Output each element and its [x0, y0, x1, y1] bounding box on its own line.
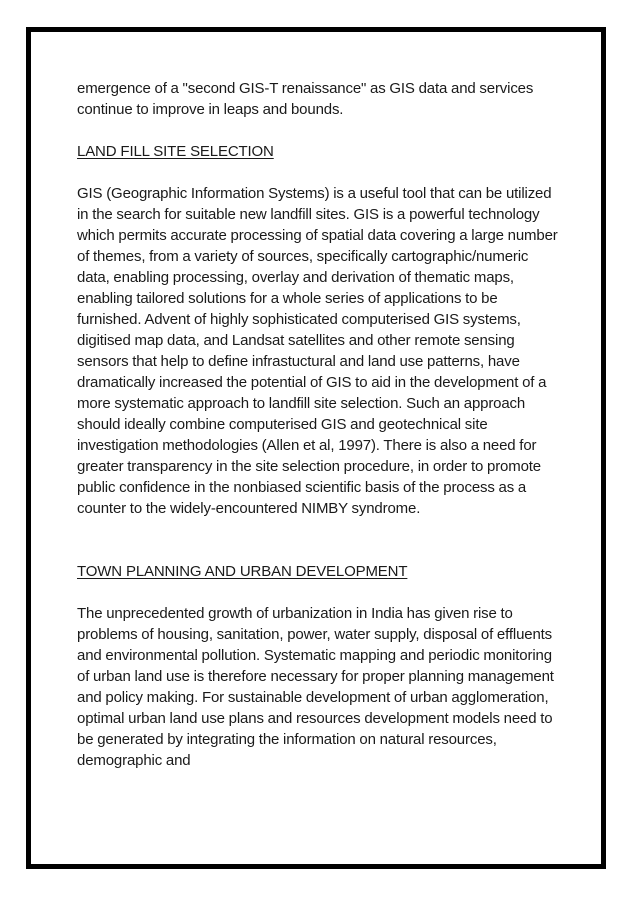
spacer: [77, 582, 561, 603]
section-heading-town-planning: TOWN PLANNING AND URBAN DEVELOPMENT: [77, 563, 408, 580]
intro-paragraph: emergence of a "second GIS-T renaissance" as GIS data and services continue to improve in leaps and bounds.: [77, 80, 534, 118]
spacer: [77, 120, 561, 141]
section-heading-landfill: LAND FILL SITE SELECTION: [77, 143, 274, 160]
spacer: [77, 162, 561, 183]
section-body-town-planning: The unprecedented growth of urbanization in India has given rise to problems of housing, sanitation, power, water supply, disposal of effluents and environmental pollution. Systematic mapping and periodic monitoring of urban land use is therefore necessary for proper planning management and policy making. For sustainable development of urban agglomeration, optimal urban land use plans and resources development models need to be generated by integrating the information on natural resources, demographic and: [77, 605, 554, 769]
section-body-landfill: GIS (Geographic Information Systems) is a useful tool that can be utilized in the search for suitable new landfill sites. GIS is a powerful technology which permits accurate processing of spatial data covering a large number of themes, from a variety of sources, specifically cartographic/numeric data, enabling processing, overlay and derivation of thematic maps, enabling tailored solutions for a whole series of applications to be furnished. Advent of highly sophisticated computerised GIS systems, digitised map data, and Landsat satellites and other remote sensing sensors that help to define infrastuctural and land use patterns, have dramatically increased the potential of GIS to aid in the development of a more systematic approach to landfill site selection. Such an approach should ideally combine computerised GIS and geotechnical site investigation methodologies (Allen et al, 1997). There is also a need for greater transparency in the site selection procedure, in order to promote public confidence in the nonbiased scientific basis of the process as a counter to the widely-encountered NIMBY syndrome.: [77, 185, 558, 517]
spacer: [77, 519, 561, 561]
document-body: [77, 78, 561, 771]
